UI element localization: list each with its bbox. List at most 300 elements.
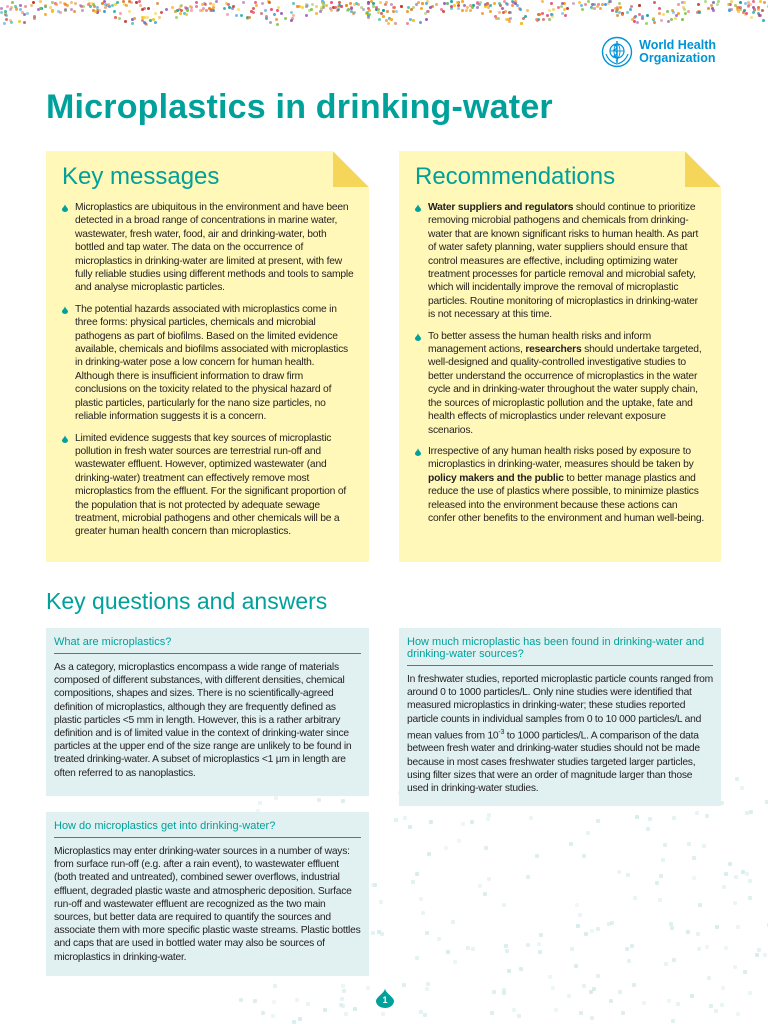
confetti-dot (412, 19, 415, 22)
confetti-dot (481, 12, 484, 15)
confetti-dot (116, 1, 119, 4)
pattern-dot (715, 925, 719, 929)
confetti-dot (30, 4, 33, 7)
who-emblem-icon (601, 36, 633, 68)
confetti-dot (629, 8, 632, 11)
confetti-dot (204, 3, 207, 6)
confetti-dot (125, 4, 128, 7)
pattern-dot (446, 950, 450, 954)
pattern-dot (626, 873, 630, 877)
page-number: 1 (382, 995, 388, 1005)
confetti-dot (609, 0, 612, 3)
pattern-dot (341, 799, 345, 803)
confetti-dot (509, 11, 512, 14)
pattern-dot (419, 897, 423, 901)
pattern-dot (292, 1020, 296, 1024)
confetti-dot (453, 4, 456, 7)
confetti-dot (345, 4, 348, 7)
org-name-line1: World Health (639, 38, 716, 52)
confetti-dot (367, 16, 370, 19)
confetti-dot (4, 10, 7, 13)
pattern-dot (661, 858, 665, 862)
confetti-dot (400, 5, 403, 8)
confetti-dot (149, 19, 152, 22)
pattern-dot (567, 994, 571, 998)
pattern-dot (402, 983, 406, 987)
confetti-dot (684, 12, 687, 15)
pattern-dot (627, 959, 631, 963)
confetti-dot (561, 12, 564, 15)
confetti-dot (240, 14, 243, 17)
pattern-dot (519, 967, 523, 971)
qa-answer: As a category, microplastics encompass a wide range of materials composed of different substances, with different densities, chemical compositions, shapes and sizes. There is no scientifically-agreed definition of microplastics, although they are frequently defined as plastic particles <5 mm in length. However, this is a rather arbitrary definition and is of limited value in the context of drinking-water since particles at the upper end of the size range are unlikely to be found in treated drinking-water. A subset of microplastics <1 µm in length are often referred to as nanoplastics. (54, 662, 352, 779)
pattern-dot (575, 903, 579, 907)
confetti-dot (158, 16, 161, 19)
water-drop-icon (62, 204, 68, 212)
confetti-dot (70, 1, 73, 4)
confetti-dot (113, 10, 116, 13)
confetti-dot (638, 4, 641, 7)
confetti-dot (349, 2, 352, 5)
confetti-dot (385, 1, 388, 4)
pattern-dot (724, 946, 728, 950)
pattern-dot (526, 875, 530, 879)
qa-answer-text: to 1000 particles/L. A comparison of the data between fresh water and drinking-water studies should not be made because in most cases freshwater studies targeted larger particles, using filter sizes that were an order of magnitude larger than those used in drinking-water studies. (407, 730, 700, 795)
confetti-dot (228, 6, 231, 9)
confetti-dot (11, 1, 14, 4)
confetti-dot (406, 22, 409, 25)
confetti-dot (156, 2, 159, 5)
pattern-dot (239, 998, 243, 1002)
recommendation-text: Irrespective of any human health risks posed by exposure to microplastics in drinking-water, measures should be taken by (428, 445, 694, 471)
pattern-dot (609, 999, 613, 1003)
confetti-dot (44, 13, 47, 16)
confetti-dot (757, 8, 760, 11)
confetti-dot (9, 8, 12, 11)
pattern-dot (748, 879, 752, 883)
confetti-dot (415, 3, 418, 6)
pattern-dot (692, 876, 696, 880)
confetti-dot (128, 10, 131, 13)
pattern-dot (373, 883, 377, 887)
confetti-dot (406, 10, 409, 13)
key-message-text: The potential hazards associated with microplastics come in three forms: physical particles, chemicals and microbial pathogens as part of biofilms. Based on the limited evidence available, chemicals and biofilms associated with microplastics in drinking-water pose a low concern for human health. Although there is insufficient information to draw firm conclusions on the toxicity related to the physical hazard of plastic particles, particularly for the nano size particles, no reliable information suggests it is a concern. (75, 303, 348, 423)
confetti-dot (489, 10, 492, 13)
pattern-dot (429, 820, 433, 824)
confetti-dot (154, 21, 157, 24)
pattern-dot (295, 998, 299, 1002)
confetti-dot (382, 15, 385, 18)
confetti-dot (476, 2, 479, 5)
qa-answer (407, 673, 713, 795)
pattern-dot (584, 932, 588, 936)
pattern-dot (554, 1008, 558, 1012)
confetti-dot (330, 9, 333, 12)
confetti-dot (291, 17, 294, 20)
pattern-dot (621, 1011, 625, 1015)
pattern-dot (466, 946, 470, 950)
pattern-dot (342, 989, 346, 993)
water-drop-icon (62, 306, 68, 314)
confetti-dot (392, 6, 395, 9)
pattern-dot (705, 814, 709, 818)
confetti-dot (572, 2, 575, 5)
confetti-dot (752, 0, 755, 3)
confetti-dot (15, 8, 18, 11)
key-messages-heading: Key messages (62, 163, 220, 190)
org-name-line2: Organization (639, 51, 716, 65)
recommendation-actor: Water suppliers and regulators (428, 202, 574, 213)
confetti-dot (584, 3, 587, 6)
confetti-dot (506, 3, 509, 6)
recommendation-actor: policy makers and the public (428, 472, 564, 484)
pattern-dot (502, 903, 506, 907)
pattern-dot (728, 862, 732, 866)
pattern-dot (733, 965, 737, 969)
recommendation-actor: researchers (525, 344, 582, 356)
confetti-dot (265, 17, 268, 20)
pattern-dot (692, 856, 696, 860)
confetti-dot (89, 5, 92, 8)
confetti-dot (520, 22, 523, 25)
confetti-dot (752, 11, 755, 14)
confetti-dot (55, 3, 58, 6)
pattern-dot (672, 958, 676, 962)
pattern-dot (696, 932, 700, 936)
confetti-dot (336, 9, 339, 12)
confetti-dot (248, 16, 251, 19)
confetti-dot (73, 10, 76, 13)
page-title: Microplastics in drinking-water (46, 88, 553, 126)
confetti-dot (0, 7, 3, 10)
confetti-dot (548, 9, 551, 12)
pattern-dot (596, 819, 600, 823)
confetti-dot (51, 1, 54, 4)
pattern-dot (461, 822, 465, 826)
qa-card-how-much-found (399, 628, 721, 806)
water-drop-icon (415, 204, 421, 212)
pattern-dot (403, 816, 407, 820)
pattern-dot (535, 854, 539, 858)
confetti-dot (763, 1, 766, 4)
confetti-dot (276, 23, 279, 26)
confetti-dot (653, 1, 656, 4)
confetti-dot (379, 1, 382, 4)
pattern-dot (748, 991, 752, 995)
confetti-dot (147, 7, 150, 10)
confetti-dot (697, 3, 700, 6)
pattern-dot (670, 926, 674, 930)
confetti-dot (759, 14, 762, 17)
confetti-dot (139, 4, 142, 7)
confetti-dot (382, 9, 385, 12)
confetti-dot (616, 14, 619, 17)
pattern-dot (590, 1016, 594, 1020)
pattern-dot (574, 964, 578, 968)
pattern-dot (740, 786, 744, 790)
confetti-dot (489, 4, 492, 7)
confetti-dot (264, 9, 267, 12)
pattern-dot (341, 984, 345, 988)
confetti-dot (386, 10, 389, 13)
pattern-dot (366, 986, 370, 990)
pattern-dot (537, 942, 541, 946)
confetti-dot (195, 5, 198, 8)
pattern-dot (426, 982, 430, 986)
confetti-dot (666, 10, 669, 13)
confetti-dot (377, 8, 380, 11)
pattern-dot (765, 800, 768, 804)
confetti-dot (493, 2, 496, 5)
confetti-dot (581, 8, 584, 11)
confetti-dot (542, 18, 545, 21)
confetti-dot (59, 1, 62, 4)
confetti-dot (566, 7, 569, 10)
pattern-dot (548, 975, 552, 979)
confetti-dot (471, 6, 474, 9)
confetti-dot (5, 18, 8, 21)
pattern-dot (667, 999, 671, 1003)
confetti-dot (658, 7, 661, 10)
pattern-dot (697, 947, 701, 951)
pattern-dot (457, 839, 461, 843)
confetti-dot (670, 18, 673, 21)
confetti-dot (6, 5, 9, 8)
page-fold-corner (685, 151, 721, 187)
confetti-dot (457, 4, 460, 7)
confetti-dot (3, 22, 6, 25)
confetti-dot (368, 13, 371, 16)
pattern-dot (415, 956, 419, 960)
pattern-dot (411, 880, 415, 884)
confetti-dot (429, 6, 432, 9)
page-number-badge (376, 988, 394, 1008)
pattern-dot (502, 988, 506, 992)
confetti-dot (662, 13, 665, 16)
confetti-dot (74, 2, 77, 5)
pattern-dot (592, 987, 596, 991)
confetti-dot (681, 18, 684, 21)
pattern-dot (470, 820, 474, 824)
pattern-dot (529, 816, 533, 820)
pattern-dot (663, 843, 667, 847)
confetti-dot (503, 0, 506, 3)
confetti-dot (377, 11, 380, 14)
pattern-dot (736, 1012, 740, 1016)
confetti-dot (185, 13, 188, 16)
confetti-dot (645, 22, 648, 25)
confetti-dot (658, 12, 661, 15)
recommendation-item (415, 330, 707, 437)
pattern-dot (415, 872, 419, 876)
pattern-dot (625, 947, 629, 951)
confetti-dot (419, 21, 422, 24)
pattern-dot (504, 944, 508, 948)
confetti-dot (587, 0, 590, 3)
confetti-dot (469, 9, 472, 12)
confetti-dot (707, 7, 710, 10)
pattern-dot (695, 811, 699, 815)
pattern-dot (453, 960, 457, 964)
pattern-dot (655, 881, 659, 885)
water-drop-icon (62, 435, 68, 443)
confetti-dot (141, 8, 144, 11)
confetti-dot (728, 8, 731, 11)
confetti-dot (133, 17, 136, 20)
confetti-dot (498, 11, 501, 14)
pattern-dot (371, 931, 375, 935)
confetti-dot (24, 5, 27, 8)
confetti-dot (538, 13, 541, 16)
qa-answer: Microplastics may enter drinking-water sources in a number of ways: from surface run-off (e.g. after a rain event), to wastewater effluent (both treated and untreated), combined sewer overflows, industrial effluent, degraded plastic waste and atmospheric deposition. Surface run-off and wastewater effluent are recognized as the two main sources, but better data are required to quantify the sources and associate them with more specific plastic waste streams. Plastic bottles and caps that are used in bottled water may also be sources of microplastics in drinking-water. (54, 846, 361, 963)
confetti-dot (353, 3, 356, 6)
recommendation-text: should undertake targeted, well-designed and quality-controlled investigative studies to better understand the occurrence of microplastics in the water cycle and in drinking-water throughout the water supply chain, the sources of microplastic pollution and the uptake, fate and health effects of microplastics under relevant exposure scenarios. (428, 344, 702, 436)
pattern-dot (646, 827, 650, 831)
pattern-dot (736, 925, 740, 929)
pattern-dot (709, 1004, 713, 1008)
confetti-dot (353, 11, 356, 14)
pattern-dot (745, 872, 749, 876)
recommendation-item (415, 445, 707, 525)
pattern-dot (253, 999, 257, 1003)
confetti-dot (319, 10, 322, 13)
confetti-dot (727, 3, 730, 6)
confetti-dot (226, 13, 229, 16)
confetti-dot (739, 1, 742, 4)
pattern-dot (425, 987, 429, 991)
pattern-dot (707, 976, 711, 980)
pattern-dot (659, 874, 663, 878)
confetti-dot (296, 5, 299, 8)
confetti-dot (346, 9, 349, 12)
confetti-dot (235, 14, 238, 17)
confetti-dot (195, 1, 198, 4)
pattern-dot (755, 953, 759, 957)
pattern-dot (323, 1008, 327, 1012)
qa-question: How much microplastic has been found in drinking-water and drinking-water sources? (407, 628, 713, 666)
pattern-dot (763, 953, 767, 957)
pattern-dot (261, 1011, 265, 1015)
confetti-dot (64, 8, 67, 11)
confetti-dot (367, 2, 370, 5)
pattern-dot (658, 898, 662, 902)
pattern-dot (273, 984, 277, 988)
pattern-dot (258, 801, 262, 805)
confetti-dot (308, 9, 311, 12)
pattern-dot (340, 997, 344, 1001)
confetti-dot (564, 14, 567, 17)
pattern-dot (377, 930, 381, 934)
confetti-dot (716, 3, 719, 6)
confetti-dot (160, 11, 163, 14)
confetti-dot (410, 8, 413, 11)
confetti-dot (626, 11, 629, 14)
pattern-dot (517, 1014, 521, 1018)
qa-card-what-are-microplastics (46, 628, 369, 796)
confetti-dot (223, 7, 226, 10)
confetti-dot (446, 2, 449, 5)
confetti-dot (179, 5, 182, 8)
pattern-dot (664, 962, 668, 966)
pattern-dot (618, 990, 622, 994)
confetti-dot (407, 6, 410, 9)
confetti-dot (652, 17, 655, 20)
pattern-dot (632, 983, 636, 987)
pattern-dot (720, 1003, 724, 1007)
pattern-dot (596, 927, 600, 931)
pattern-dot (686, 930, 690, 934)
pattern-dot (569, 842, 573, 846)
recommendation-item (415, 201, 707, 322)
confetti-dot (70, 8, 73, 11)
pattern-dot (427, 852, 431, 856)
confetti-dot (546, 14, 549, 17)
pattern-dot (676, 1002, 680, 1006)
confetti-dot (497, 17, 500, 20)
pattern-dot (702, 844, 706, 848)
recommendation-text: should continue to prioritize removing microbial pathogens and chemicals from drinking-water that are known significant risks to human health. As part of water safety planning, water suppliers should ensure that control measures are effective, including optimizing water treatment processes for particle removal and microbial safety, which will incidentally improve the removal of microplastic particles. Routine monitoring of microplastics in drinking-water is not necessary at this time. (428, 202, 699, 321)
confetti-dot (23, 21, 26, 24)
confetti-dot (541, 0, 544, 3)
confetti-dot (387, 22, 390, 25)
qa-question: How do microplastics get into drinking-water? (54, 812, 361, 838)
pattern-dot (633, 896, 637, 900)
confetti-dot (39, 7, 42, 10)
confetti-dot (338, 1, 341, 4)
confetti-dot (124, 20, 127, 23)
confetti-dot (440, 8, 443, 11)
confetti-dot (254, 1, 257, 4)
confetti-dot (268, 1, 271, 4)
confetti-dot (420, 7, 423, 10)
confetti-dot (599, 7, 602, 10)
confetti-dot (49, 6, 52, 9)
confetti-dot (450, 7, 453, 10)
recommendations-panel (399, 151, 721, 562)
confetti-dot (231, 7, 234, 10)
pattern-dot (306, 1002, 310, 1006)
confetti-dot (394, 22, 397, 25)
confetti-dot (26, 12, 29, 15)
pattern-dot (484, 846, 488, 850)
confetti-dot (311, 3, 314, 6)
pattern-dot (471, 947, 475, 951)
pattern-dot (617, 870, 621, 874)
confetti-dot (190, 9, 193, 12)
pattern-dot (586, 831, 590, 835)
who-logo (601, 36, 716, 68)
confetti-dot (683, 1, 686, 4)
pattern-dot (271, 1014, 275, 1018)
water-drop-icon (415, 333, 421, 341)
pattern-dot (298, 1017, 302, 1021)
confetti-dot (305, 14, 308, 17)
qa-answer-text: In freshwater studies, reported microplastic particle counts ranged from around 0 to 1000 particles/L. Only nine studies were identified that measured microplastics in drinking-water; these studies reported particle counts in individual samples from 0 to 10 000 particles/L and mean values from 10 (407, 674, 713, 742)
confetti-dot (653, 21, 656, 24)
confetti-dot (44, 4, 47, 7)
pattern-dot (642, 1001, 646, 1005)
confetti-dot (504, 10, 507, 13)
qa-heading: Key questions and answers (46, 588, 328, 614)
recommendation-text: To better assess the human health risks and inform management actions, (428, 330, 651, 356)
key-message-item (62, 201, 355, 295)
confetti-dot (119, 12, 122, 15)
confetti-dot (395, 10, 398, 13)
pattern-dot (722, 885, 726, 889)
pattern-dot (607, 922, 611, 926)
qa-question: What are microplastics? (54, 628, 361, 654)
pattern-dot (451, 920, 455, 924)
